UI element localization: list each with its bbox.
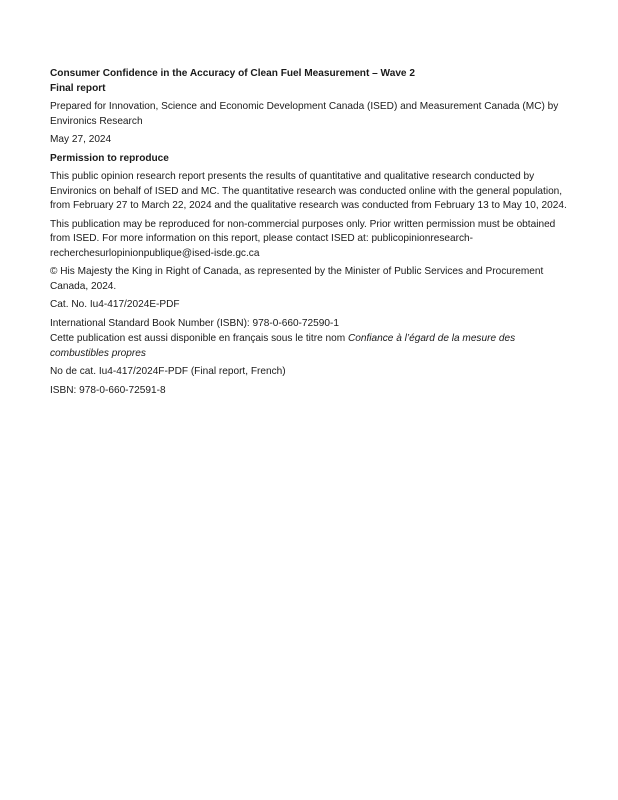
reproduce-paragraph: This publication may be reproduced for non-commercial purposes only. Prior written permission must be obtained from ISED. For more information on this report, please contact ISED at: publicopinionresearch-recherchesurlopinionpublique@ised-isde.gc.ca <box>50 218 556 259</box>
copyright-notice: © His Majesty the King in Right of Canada, as represented by the Minister of Public Services and Procurement Canada, 2024. <box>50 266 544 292</box>
permission-heading: Permission to reproduce <box>50 152 169 164</box>
catalogue-number-french: No de cat. Iu4-417/2024F-PDF (Final report, French) <box>50 366 286 377</box>
isbn-french: ISBN: 978-0-660-72591-8 <box>50 384 166 396</box>
research-paragraph: This public opinion research report presents the results of quantitative and qualitative research conducted by Environics on behalf of ISED and MC. The quantitative research was conducted online with the general population, from February 27 to March 22, 2024 and the qualitative research was conducted from February 13 to May 10, 2024. <box>50 171 567 211</box>
french-note-prefix: Cette publication est aussi disponible en français sous le titre nom <box>50 333 348 344</box>
french-availability-note <box>50 332 570 361</box>
prepared-for-text: Prepared for Innovation, Science and Economic Development Canada (ISED) and Measurement Canada (MC) by Environics Research <box>50 101 559 127</box>
french-title: Confiance à l’égard de la mesure des combustibles propres <box>50 333 516 359</box>
report-date: May 27, 2024 <box>50 134 112 145</box>
isbn-english: International Standard Book Number (ISBN): 978-0-660-72590-1 <box>50 317 339 329</box>
report-subtitle: Final report <box>50 82 106 94</box>
report-title: Consumer Confidence in the Accuracy of Clean Fuel Measurement – Wave 2 <box>50 68 415 79</box>
document-page <box>50 67 570 398</box>
catalogue-number: Cat. No. Iu4-417/2024E-PDF <box>50 299 180 310</box>
